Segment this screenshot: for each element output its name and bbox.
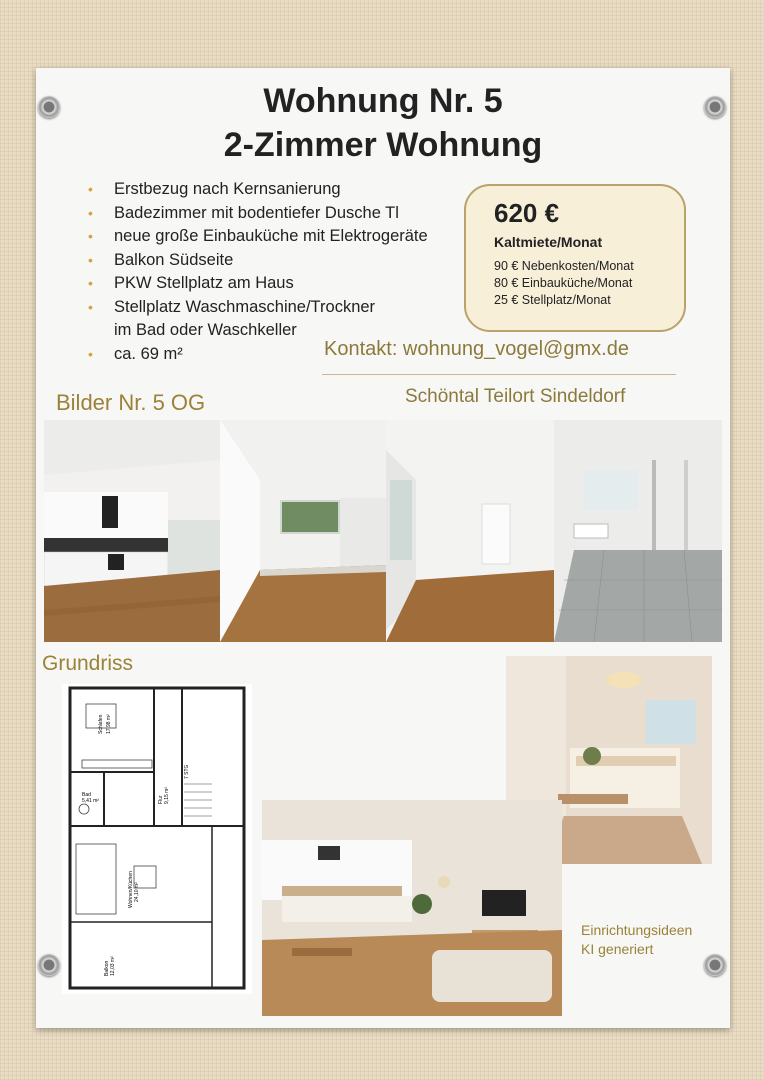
flyer-sheet (36, 68, 730, 1028)
extra-cost-item: 90 € Nebenkosten/Monat (494, 259, 634, 273)
room-area-wohnen: 24,10 m² (134, 882, 140, 902)
room-area-flur: 9,15 m² (164, 787, 170, 804)
room-label-balkon: Balkon (104, 960, 110, 976)
extra-cost-item: 80 € Einbauküche/Monat (494, 276, 633, 290)
feature-item: • PKW Stellplatz am Haus (82, 272, 428, 296)
grommet-bottom-left (38, 954, 60, 976)
ai-note (581, 921, 692, 959)
room-label-wohnen: Wohnen/Küchen (128, 871, 134, 908)
ai-note-line: Einrichtungsideen (581, 922, 693, 938)
room-area-bad: 5,41 m² (82, 798, 99, 804)
bedroom-photo (386, 420, 554, 642)
floorplan (62, 684, 252, 994)
title-line-2: 2-Zimmer Wohnung (223, 126, 543, 164)
stairs-label: 7 STG (184, 764, 190, 779)
feature-item: • Balkon Südseite (82, 249, 428, 273)
feature-item: • Stellplatz Waschmaschine/Trockner im Bad oder Waschkeller (82, 296, 428, 343)
room-area-balkon: 12,03 m² (110, 956, 116, 976)
feature-item: • Badezimmer mit bodentiefer Dusche Tl (82, 202, 428, 226)
price-box (464, 184, 686, 332)
room-label-flur: Flur (158, 795, 164, 804)
title-line-1: Wohnung Nr. 5 (263, 82, 503, 120)
room-area-schlafen: 17,98 m² (106, 714, 112, 734)
location-label: Schöntal Teilort Sindeldorf (405, 386, 626, 407)
ai-note-line: KI generiert (581, 941, 654, 957)
grommet-bottom-right (704, 954, 726, 976)
ai-living-render (262, 800, 562, 1016)
room-label-schlafen: Schlafen (98, 714, 104, 734)
room-label-bad: Bad (82, 792, 91, 798)
rent-amount: 620 € (494, 198, 560, 228)
photos-heading: Bilder Nr. 5 OG (56, 390, 206, 415)
feature-item: • neue große Einbauküche mit Elektrogeräte (82, 225, 428, 249)
floorplan-heading: Grundriss (42, 652, 134, 675)
extra-cost-item: 25 € Stellplatz/Monat (494, 293, 611, 307)
rent-label: Kaltmiete/Monat (494, 234, 603, 250)
kitchen-photo (44, 420, 220, 642)
feature-item: • Erstbezug nach Kernsanierung (82, 178, 428, 202)
feature-item: • ca. 69 m² (82, 343, 428, 367)
extra-costs (494, 258, 634, 309)
living-room-photo (220, 420, 386, 642)
divider (322, 374, 676, 375)
contact-email[interactable]: Kontakt: wohnung_vogel@gmx.de (324, 338, 629, 360)
grommet-top-right (704, 96, 726, 118)
grommet-top-left (38, 96, 60, 118)
bathroom-photo (554, 420, 722, 642)
